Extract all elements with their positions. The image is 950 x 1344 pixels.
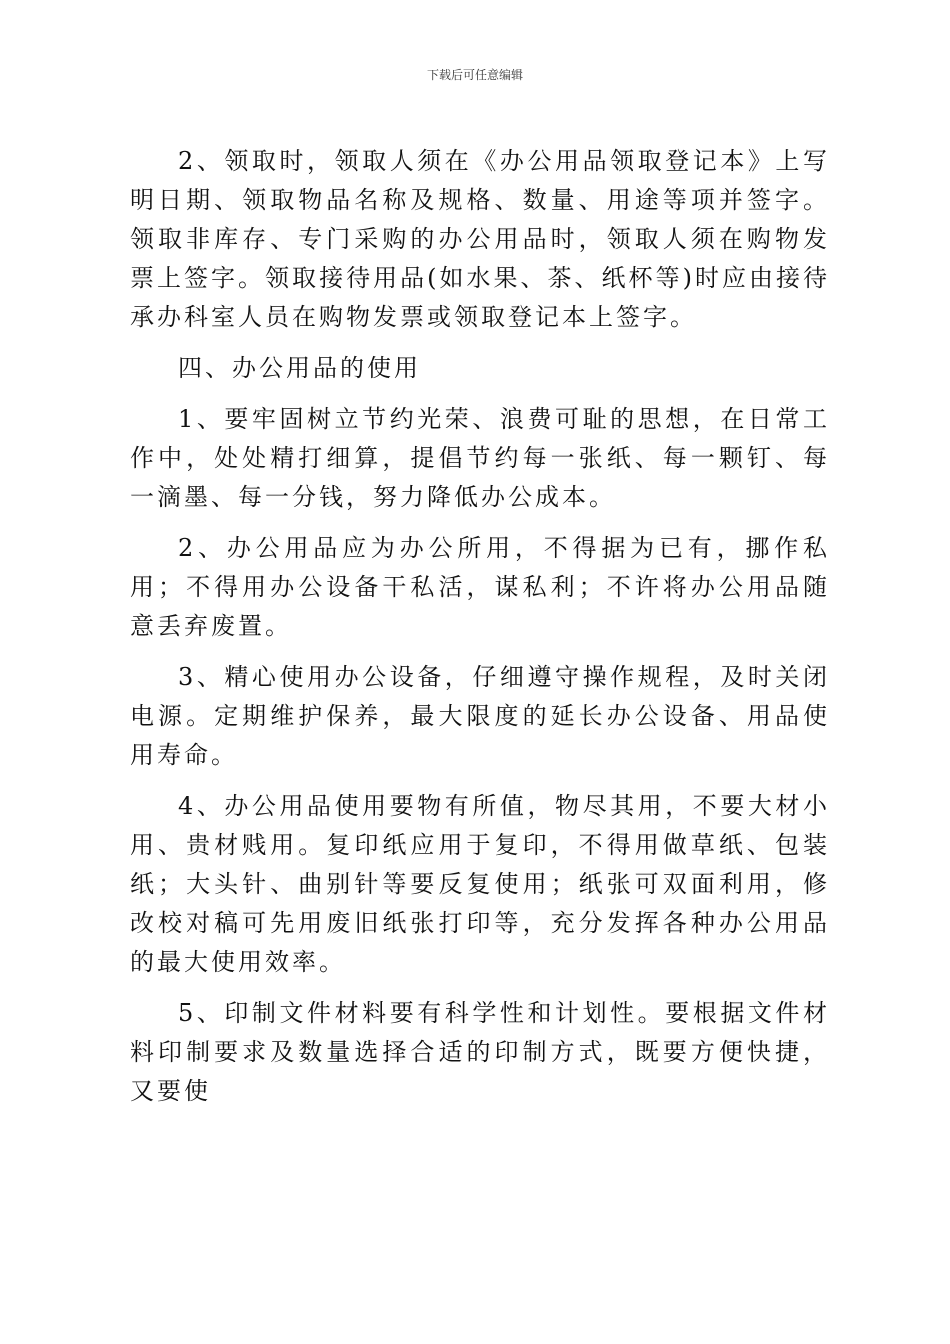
paragraph-usage-item-2: 2、办公用品应为办公所用，不得据为已有，挪作私用；不得用办公设备干私活，谋私利；不许将办公用品随意丢弃废置。 bbox=[130, 534, 830, 640]
paragraph-usage-item-5: 5、印制文件材料要有科学性和计划性。要根据文件材料印制要求及数量选择合适的印制方式，既要方便快捷，又要使 bbox=[130, 999, 830, 1105]
paragraph-usage-item-4: 4、办公用品使用要物有所值，物尽其用，不要大材小用、贵材贱用。复印纸应用于复印，不得用做草纸、包装纸；大头针、曲别针等要反复使用；纸张可双面利用，修改校对稿可先用废旧纸张打印等，充分发挥各种办公用品的最大使用效率。 bbox=[130, 792, 830, 976]
paragraph-collection-procedure: 2、领取时，领取人须在《办公用品领取登记本》上写明日期、领取物品名称及规格、数量、用途等项并签字。领取非库存、专门采购的办公用品时，领取人须在购物发票上签字。领取接待用品(如水果、茶、纸杯等)时应由接待承办科室人员在购物发票或领取登记本上签字。 bbox=[130, 147, 830, 331]
section-heading-usage: 四、办公用品的使用 bbox=[178, 354, 421, 382]
page-header-note: 下载后可任意编辑 bbox=[426, 68, 523, 82]
paragraph-usage-item-3: 3、精心使用办公设备，仔细遵守操作规程，及时关闭电源。定期维护保养，最大限度的延长办公设备、用品使用寿命。 bbox=[130, 663, 830, 769]
document-body bbox=[130, 142, 830, 1111]
paragraph-usage-item-1: 1、要牢固树立节约光荣、浪费可耻的思想，在日常工作中，处处精打细算，提倡节约每一张纸、每一颗钉、每一滴墨、每一分钱，努力降低办公成本。 bbox=[130, 405, 830, 511]
